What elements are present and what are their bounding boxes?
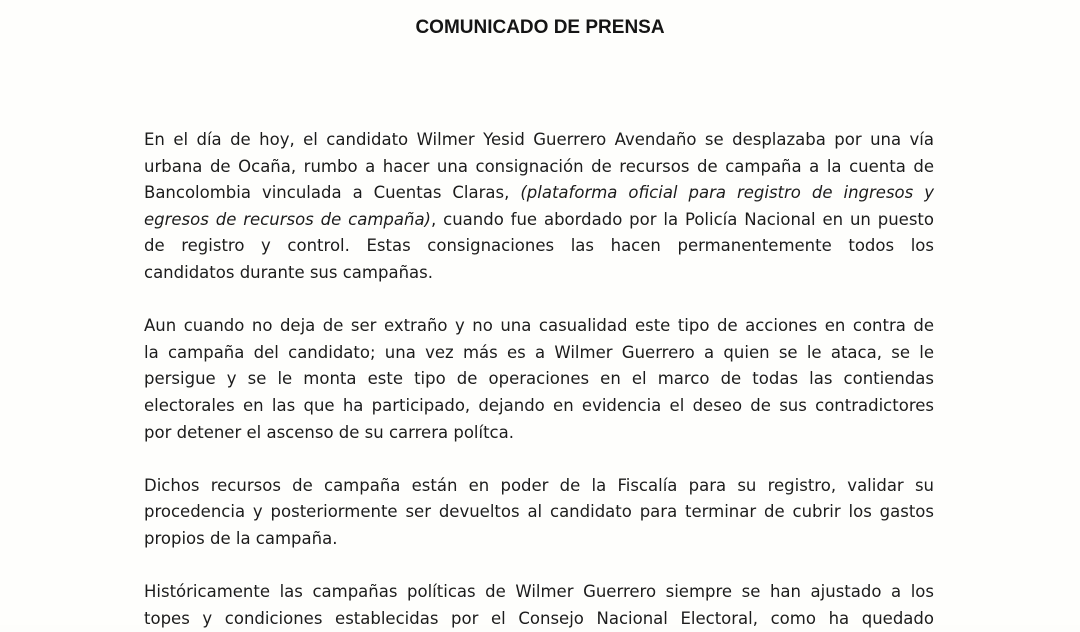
document-title: COMUNICADO DE PRENSA: [415, 17, 665, 38]
text-line: propios de la campaña.: [144, 528, 338, 548]
paragraph-4: [144, 579, 934, 632]
text-line: Históricamente las campañas políticas de Wilmer Guerrero siempre se han ajustado a los: [144, 582, 934, 602]
text-line: persigue y se le monta este tipo de operaciones en el marco de todas las contiendas: [144, 369, 934, 389]
italic-segment: egresos de recursos de campaña): [144, 209, 431, 229]
text-line: procedencia y posteriormente ser devueltos al candidato para terminar de cubrir los gastos: [144, 502, 934, 522]
text-segment: , cuando fue abordado por la Policía Nacional en un puesto: [431, 209, 934, 229]
paragraph-2: [144, 313, 934, 446]
text-line: de registro y control. Estas consignaciones las hacen permanentemente todos los: [144, 236, 934, 256]
paragraph-3: [144, 473, 934, 553]
text-line: Aun cuando no deja de ser extraño y no una casualidad este tipo de acciones en contra de: [144, 316, 934, 336]
text-line: urbana de Ocaña, rumbo a hacer una consignación de recursos de campaña a la cuenta de: [144, 156, 934, 176]
text-line: En el día de hoy, el candidato Wilmer Yesid Guerrero Avendaño se desplazaba por una vía: [144, 130, 934, 149]
text-line: [144, 207, 934, 234]
text-line: por detener el ascenso de su carrera polítca.: [144, 422, 514, 442]
italic-segment: (plataforma oficial para registro de ingresos y: [520, 183, 934, 203]
text-line: electorales en las que ha participado, dejando en evidencia el deseo de sus contradictores: [144, 395, 934, 415]
text-line: la campaña del candidato; una vez más es a Wilmer Guerrero a quien se le ataca, se le: [144, 342, 934, 362]
document-body: [144, 127, 934, 632]
text-segment: Bancolombia vinculada a Cuentas Claras,: [144, 183, 521, 203]
paragraph-1: [144, 127, 934, 287]
text-line: candidatos durante sus campañas.: [144, 262, 433, 282]
text-line: topes y condiciones establecidas por el Consejo Nacional Electoral, como ha quedado: [144, 608, 934, 628]
text-line: [144, 180, 934, 207]
text-line: Dichos recursos de campaña están en poder de la Fiscalía para su registro, validar su: [144, 475, 934, 495]
